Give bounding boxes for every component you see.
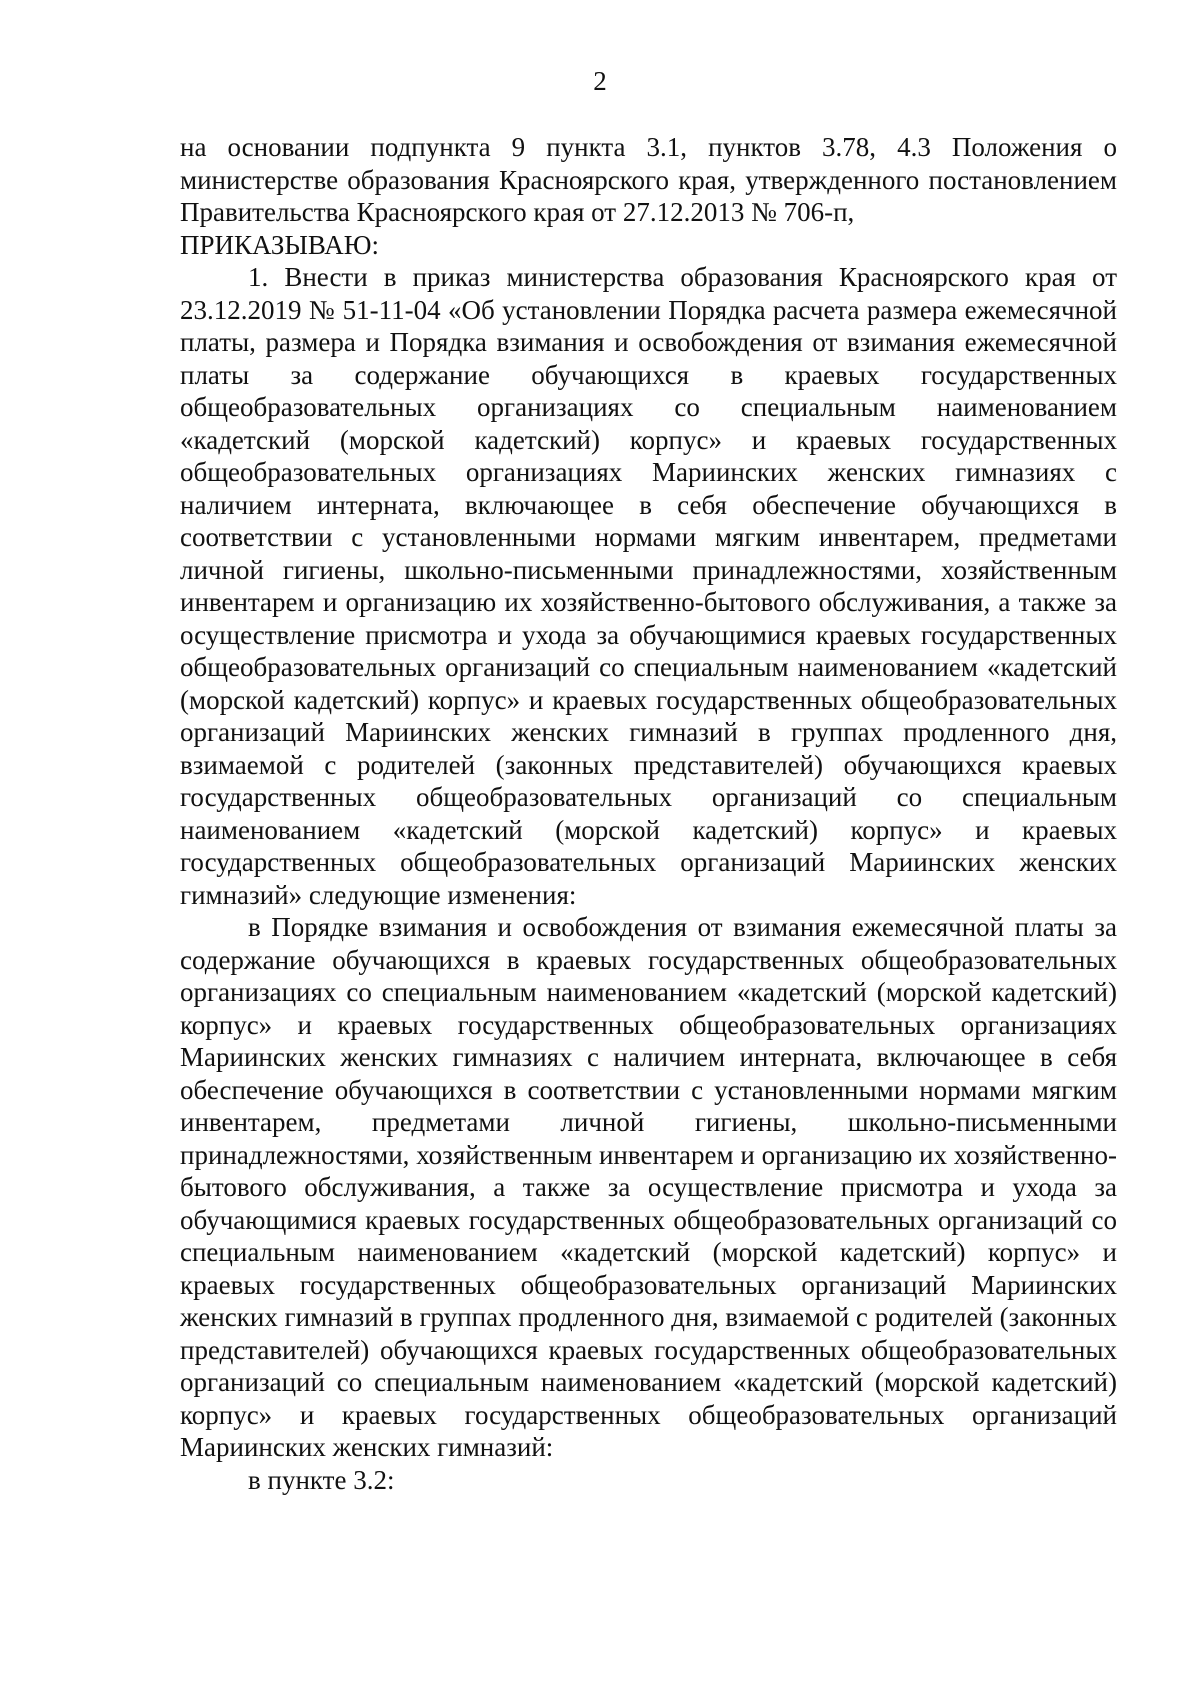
paragraph-item-1: 1. Внести в приказ министерства образования Красноярского края от 23.12.2019 № 51-11-04 «Об установлении Порядка расчета размера ежемесячной платы, размера и Порядка взимания и освобождения от взимания ежемесячной платы за содержание обучающихся в краевых государственных общеобразовательных организациях со специальным наименованием «кадетский (морской кадетский) корпус» и краевых государственных общеобразовательных организациях Мариинских женских гимназиях с наличием интерната, включающее в себя обеспечение обучающихся в соответствии с установленными нормами мягким инвентарем, предметами личной гигиены, школьно-письменными принадлежностями, хозяйственным инвентарем и организацию их хозяйственно-бытового обслуживания, а также за осуществление присмотра и ухода за обучающимися краевых государственных общеобразовательных организаций со специальным наименованием «кадетский (морской кадетский) корпус» и краевых государственных общеобразовательных организаций Мариинских женских гимназий в группах продленного дня, взимаемой с родителей (законных представителей) обучающихся краевых государственных общеобразовательных организаций со специальным наименованием «кадетский (морской кадетский) корпус» и краевых государственных общеобразовательных организаций Мариинских женских гимназий» следующие изменения: bbox=[180, 262, 1117, 910]
page-number: 2 bbox=[593, 66, 607, 96]
paragraph-clause-3-2: в пункте 3.2: bbox=[248, 1464, 395, 1495]
paragraph-basis: на основании подпункта 9 пункта 3.1, пунктов 3.78, 4.3 Положения о министерстве образования Красноярского края, утвержденного постановлением Правительства Красноярского края от 27.12.2013 № 706-п, bbox=[180, 132, 1117, 227]
paragraph-procedure-changes: в Порядке взимания и освобождения от взимания ежемесячной платы за содержание обучающихся в краевых государственных общеобразовательных организациях со специальным наименованием «кадетский (морской кадетский) корпус» и краевых государственных общеобразовательных организациях Мариинских женских гимназиях с наличием интерната, включающее в себя обеспечение обучающихся в соответствии с установленными нормами мягким инвентарем, предметами личной гигиены, школьно-письменными принадлежностями, хозяйственным инвентарем и организацию их хозяйственно-бытового обслуживания, а также за осуществление присмотра и ухода за обучающимися краевых государственных общеобразовательных организаций со специальным наименованием «кадетский (морской кадетский) корпус» и краевых государственных общеобразовательных организаций Мариинских женских гимназий в группах продленного дня, взимаемой с родителей (законных представителей) обучающихся краевых государственных общеобразовательных организаций со специальным наименованием «кадетский (морской кадетский) корпус» и краевых государственных общеобразовательных организаций Мариинских женских гимназий: bbox=[180, 912, 1117, 1462]
paragraph-order-word: ПРИКАЗЫВАЮ: bbox=[180, 229, 379, 260]
document-body bbox=[180, 131, 1117, 1496]
